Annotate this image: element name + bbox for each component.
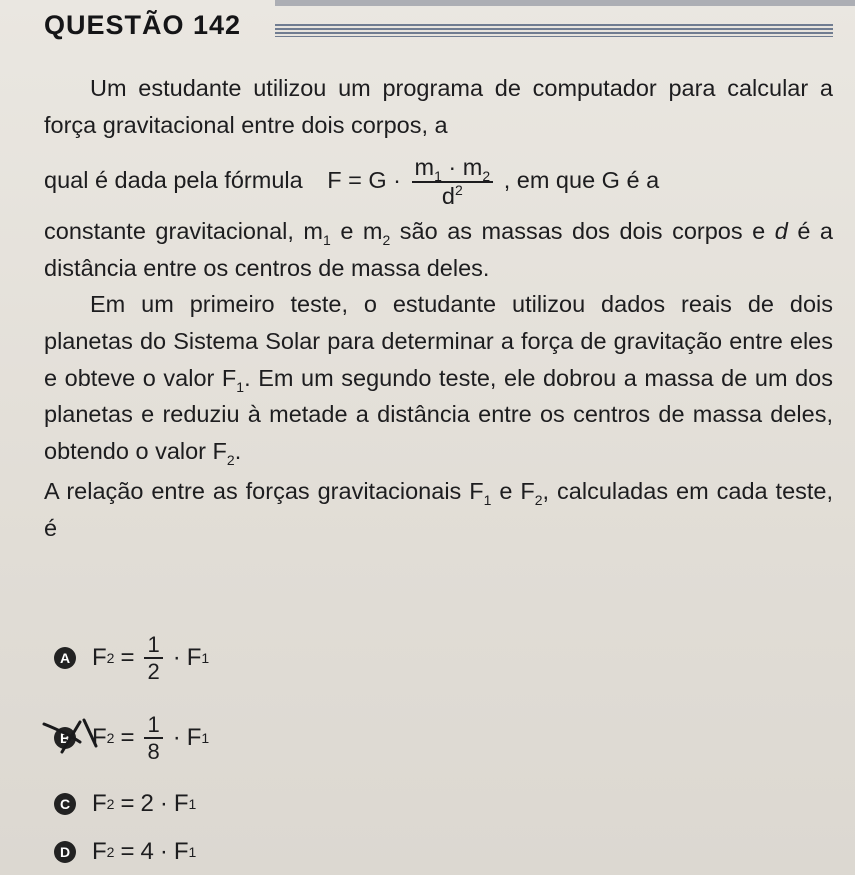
option-b-equals: =	[120, 724, 135, 752]
formula-lhs: F = G ·	[327, 167, 401, 194]
option-a-equals: =	[120, 644, 135, 672]
option-b-fraction	[144, 712, 162, 765]
prompt-text-c: , calculadas em cada teste, é	[44, 478, 834, 541]
option-c-badge: C	[54, 793, 76, 815]
def-text-b: e m	[330, 218, 383, 245]
option-a-numerator: 1	[144, 632, 162, 659]
mass-sub-a: 1	[434, 167, 442, 184]
option-d-coefficient: 4	[140, 838, 154, 865]
option-b-badge: B	[54, 727, 76, 749]
formula-intro-text: qual é dada pela fórmula	[44, 167, 303, 194]
pen-mark-icon	[40, 716, 104, 756]
experiment-text-b: . Em um segundo teste, ele dobrou a massa de um dos planetas e reduziu à metade a distância entre os centros de massa deles, obtendo o valor F	[44, 364, 833, 464]
gravity-formula	[327, 153, 503, 209]
option-a-dot: ·	[172, 644, 181, 672]
experiment-text-a: Em um primeiro teste, o estudante utilizou dados reais de dois planetas do Sistema Solar para determinar a força de gravitação entre eles e obteve o valor F	[44, 291, 833, 391]
question-title: QUESTÃO 142	[44, 10, 242, 40]
option-c-lhs: F	[92, 790, 107, 817]
question-prompt	[44, 473, 833, 546]
def-text-a: constante gravitacional, m	[44, 218, 323, 245]
top-rule	[275, 0, 855, 6]
experiment-text-c: .	[234, 437, 242, 464]
option-c-dot: ·	[159, 790, 168, 817]
prompt-text-b: e F	[491, 478, 535, 505]
option-b-dot: ·	[172, 724, 181, 752]
option-a[interactable]: A F 2 = $\frac{1}{2}$ · F 1	[54, 632, 209, 685]
formula-denominator	[439, 183, 466, 210]
paragraph-experiment	[44, 286, 833, 469]
prompt-sub-2: 2	[534, 492, 543, 509]
experiment-sub-1: 1	[236, 378, 245, 395]
option-b[interactable]: B F 2 = $\frac{1}{8}$ · F 1	[54, 712, 209, 765]
option-d-badge: D	[54, 841, 76, 863]
option-d[interactable]: D F 2 = 4 · F 1	[54, 838, 196, 866]
option-d-dot: ·	[159, 838, 168, 865]
experiment-sub-2: 2	[226, 451, 235, 468]
formula-outro-text: , em que G é a	[503, 167, 660, 194]
option-b-denominator: 8	[147, 739, 160, 765]
header-stripe-bar	[275, 24, 833, 37]
option-b-lhs: F	[92, 724, 107, 752]
option-b-rhs: F	[186, 724, 202, 752]
def-italic-d: d	[774, 218, 788, 245]
formula-numerator	[412, 154, 494, 183]
option-a-fraction	[144, 632, 162, 685]
option-d-rhs: F	[173, 838, 189, 865]
distance-symbol: d	[441, 182, 455, 209]
mass-symbol-a: m	[414, 153, 435, 180]
statement-line1: Um estudante utilizou um programa de computador para calcular a força gravitacional entre dois corpos, a	[44, 75, 833, 138]
option-a-lhs: F	[92, 644, 107, 672]
option-a-denominator: 2	[147, 659, 160, 685]
def-text-c: são as massas dos dois corpos e	[390, 218, 775, 245]
def-sub-1: 1	[323, 232, 331, 249]
question-header	[44, 10, 241, 41]
option-d-equals: =	[120, 838, 135, 865]
mass-sub-b: 2	[482, 167, 491, 184]
option-c[interactable]: C F 2 = 2 · F 1	[54, 790, 196, 818]
def-sub-2: 2	[382, 232, 391, 249]
question-statement	[44, 70, 833, 547]
option-c-coefficient: 2	[140, 790, 154, 817]
prompt-text-a: A relação entre as forças gravitacionais F	[44, 478, 484, 505]
formula-line	[44, 143, 833, 217]
option-d-lhs: F	[92, 838, 107, 865]
distance-exponent: 2	[454, 181, 463, 198]
option-a-badge: A	[54, 647, 76, 669]
option-c-equals: =	[120, 790, 135, 817]
paragraph-formula	[44, 70, 833, 143]
prompt-sub-1: 1	[483, 492, 492, 509]
def-text-e: é a distância entre os centros de massa deles.	[44, 218, 833, 281]
option-a-rhs: F	[186, 644, 202, 672]
formula-fraction	[412, 154, 494, 210]
option-c-rhs: F	[173, 790, 189, 817]
option-b-numerator: 1	[144, 712, 162, 739]
mass-symbol-b: m	[462, 153, 483, 180]
variables-definition	[44, 213, 833, 286]
times-symbol: ·	[441, 153, 463, 180]
